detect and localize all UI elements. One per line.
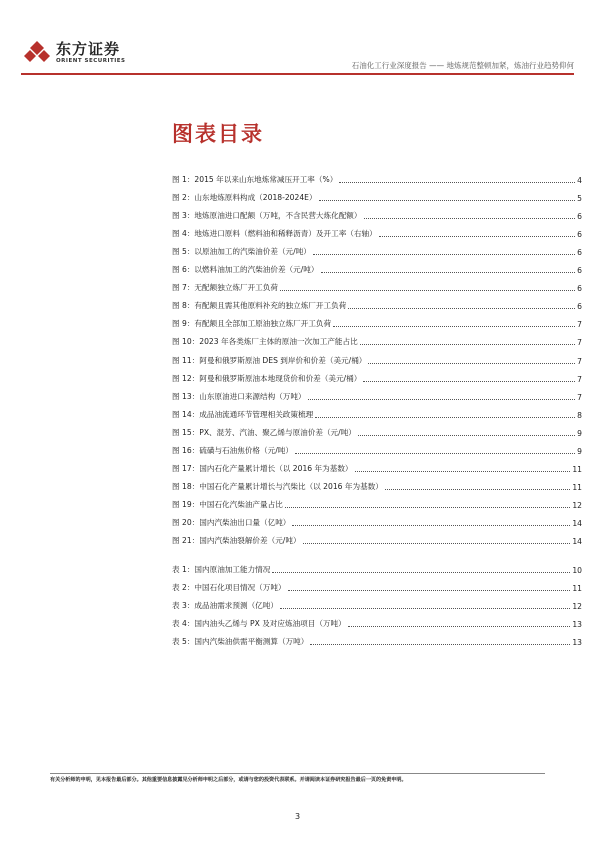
toc-entry-page: 6: [577, 212, 582, 222]
toc-leader-dots: [368, 362, 575, 364]
toc-entry[interactable]: [172, 384, 582, 402]
toc-leader-dots: [303, 542, 571, 544]
toc-leader-dots: [315, 416, 575, 418]
toc-entry[interactable]: [172, 221, 582, 239]
toc-leader-dots: [358, 434, 575, 436]
toc-entry-page: 10: [572, 566, 582, 576]
toc-leader-dots: [333, 325, 575, 327]
toc-entry-label: 图 8：有配额且需其他原料补充的独立炼厂开工负荷: [172, 301, 347, 311]
toc-entry[interactable]: [172, 366, 582, 384]
toc-leader-dots: [321, 271, 576, 273]
toc-entry-label: 图 12：阿曼和俄罗斯原油本地现货价和价差（美元/桶）: [172, 373, 362, 383]
toc-entry[interactable]: [172, 167, 582, 185]
toc-entry-page: 13: [572, 620, 582, 630]
toc-entry-label: 图 19：中国石化汽柴油产量占比: [172, 499, 283, 509]
brand-name-cn: 东方证券: [56, 40, 121, 58]
toc-leader-dots: [313, 253, 575, 255]
toc-leader-dots: [308, 398, 576, 400]
toc-entry-page: 11: [572, 464, 582, 474]
toc-entry-page: 7: [577, 356, 582, 366]
toc-entry[interactable]: [172, 420, 582, 438]
toc-leader-dots: [355, 470, 571, 472]
toc-entry-page: 6: [577, 284, 582, 294]
toc-entry[interactable]: [172, 257, 582, 275]
report-title: 石油化工行业深度报告 —— 地炼规范整顿加紧，炼油行业趋势仰何: [351, 61, 574, 70]
toc-leader-dots: [363, 380, 575, 382]
toc-entry-label: 表 2：中国石化项目情况（万吨）: [172, 583, 286, 593]
toc-entry-label: 图 1：2015 年以来山东地炼常减压开工率（%）: [172, 175, 338, 185]
header-divider: [21, 73, 574, 75]
toc-leader-dots: [339, 181, 575, 183]
toc-entry[interactable]: [172, 329, 582, 347]
toc-entry[interactable]: [172, 456, 582, 474]
toc-entry-label: 图 20：国内汽柴油出口量（亿吨）: [172, 517, 291, 527]
toc-entry-label: 图 5：以原油加工的汽柴油价差（元/吨）: [172, 247, 311, 257]
toc-entry-page: 5: [577, 194, 582, 204]
toc-leader-dots: [360, 343, 575, 345]
toc-entry[interactable]: [172, 593, 582, 611]
toc-entry[interactable]: [172, 474, 582, 492]
toc-entry-label: 表 4：国内油头乙烯与 PX 及对应炼油项目（万吨）: [172, 619, 346, 629]
toc-entry-page: 6: [577, 248, 582, 258]
table-list: [172, 557, 582, 647]
toc-entry[interactable]: [172, 492, 582, 510]
toc-entry-label: 图 7：无配额独立炼厂开工负荷: [172, 283, 278, 293]
toc-entry-page: 7: [577, 374, 582, 384]
toc-leader-dots: [280, 289, 575, 291]
toc-entry[interactable]: [172, 575, 582, 593]
toc-entry[interactable]: [172, 438, 582, 456]
toc-entry-label: 图 11：阿曼和俄罗斯原油 DES 到岸价和价差（美元/桶）: [172, 355, 367, 365]
toc-entry-label: 图 4：地炼进口原料（燃料油和稀释沥青）及开工率（右轴）: [172, 229, 377, 239]
toc-entry-label: 图 3：地炼原油进口配额（万吨，不含民营大炼化配额）: [172, 211, 362, 221]
toc-entry-label: 表 1：国内原油加工能力情况: [172, 565, 271, 575]
toc-leader-dots: [285, 506, 571, 508]
toc-entry-label: 图 2：山东地炼原料构成（2018-2024E）: [172, 193, 317, 203]
toc-entry[interactable]: [172, 347, 582, 365]
footer-disclaimer: 有关分析师的申明，见本报告最后部分。其他重要信息披露见分析师申明之后部分，或请与您的投资代表联系。并请阅读本证券研究报告最后一页的免责申明。: [50, 777, 407, 783]
toc-entry-page: 12: [572, 500, 582, 510]
toc-heading: 图表目录: [172, 122, 264, 146]
toc-entry[interactable]: [172, 402, 582, 420]
toc-leader-dots: [379, 235, 575, 237]
toc-leader-dots: [295, 452, 575, 454]
toc-entry-label: 图 6：以燃料油加工的汽柴油价差（元/吨）: [172, 265, 319, 275]
toc-entry[interactable]: [172, 510, 582, 528]
toc-entry-label: 图 13：山东原油进口来源结构（万吨）: [172, 391, 306, 401]
toc-leader-dots: [272, 571, 570, 573]
brand-logo: [24, 40, 126, 66]
toc-entry-label: 图 14：成品油流通环节管理相关政策梳理: [172, 409, 314, 419]
toc-leader-dots: [310, 643, 570, 645]
toc-entry[interactable]: [172, 275, 582, 293]
toc-entry-label: 图 9：有配额且全部加工原油独立炼厂开工负荷: [172, 319, 332, 329]
toc-entry[interactable]: [172, 557, 582, 575]
toc-entry-label: 图 16：硫磺与石油焦价格（元/吨）: [172, 445, 293, 455]
toc-entry[interactable]: [172, 311, 582, 329]
toc-entry[interactable]: [172, 611, 582, 629]
toc-entry-page: 7: [577, 320, 582, 330]
toc-entry[interactable]: [172, 239, 582, 257]
toc-entry-page: 14: [572, 536, 582, 546]
toc-leader-dots: [288, 589, 571, 591]
toc-entry-page: 12: [572, 602, 582, 612]
toc-entry-label: 表 3：成品油需求预测（亿吨）: [172, 601, 278, 611]
toc-entry-page: 6: [577, 266, 582, 276]
toc-entry-label: 图 15：PX、混芳、汽油、聚乙烯与原油价差（元/吨）: [172, 427, 356, 437]
toc-entry-page: 6: [577, 230, 582, 240]
toc-leader-dots: [319, 199, 576, 201]
toc-entry[interactable]: [172, 185, 582, 203]
toc-entry-page: 11: [572, 584, 582, 594]
toc-leader-dots: [348, 625, 571, 627]
toc-entry-label: 表 5：国内汽柴油供需平衡测算（万吨）: [172, 637, 309, 647]
brand-name-en: ORIENT SECURITIES: [56, 58, 126, 64]
page-header: [0, 0, 595, 80]
toc-entry-page: 14: [572, 518, 582, 528]
toc-entry-page: 8: [577, 410, 582, 420]
toc-entry[interactable]: [172, 203, 582, 221]
page-number: 3: [294, 812, 301, 821]
toc-leader-dots: [280, 607, 570, 609]
toc-entry-label: 图 17：国内石化产量累计增长（以 2016 年为基数）: [172, 463, 353, 473]
toc-entry-label: 图 18：中国石化产量累计增长与汽柴比（以 2016 年为基数）: [172, 481, 383, 491]
toc-entry-page: 6: [577, 302, 582, 312]
toc-entry-page: 13: [572, 638, 582, 648]
toc-entry-page: 7: [577, 392, 582, 402]
figure-list: [172, 167, 582, 546]
toc-entry-label: 图 21：国内汽柴油裂解价差（元/吨）: [172, 535, 301, 545]
toc-entry-page: 7: [577, 338, 582, 348]
footer-divider: [50, 773, 545, 774]
toc-entry-page: 9: [577, 446, 582, 456]
toc-entry[interactable]: [172, 629, 582, 647]
toc-entry-page: 9: [577, 428, 582, 438]
toc-entry[interactable]: [172, 528, 582, 546]
toc-entry-label: 图 10：2023 年各类炼厂主体的原油一次加工产能占比: [172, 337, 358, 347]
toc-leader-dots: [348, 307, 575, 309]
toc-entry-page: 11: [572, 482, 582, 492]
toc-entry[interactable]: [172, 293, 582, 311]
toc-leader-dots: [364, 217, 576, 219]
toc-entry-page: 4: [577, 176, 582, 186]
brand-mark-icon: [24, 40, 50, 66]
toc-leader-dots: [292, 524, 570, 526]
toc-leader-dots: [385, 488, 570, 490]
